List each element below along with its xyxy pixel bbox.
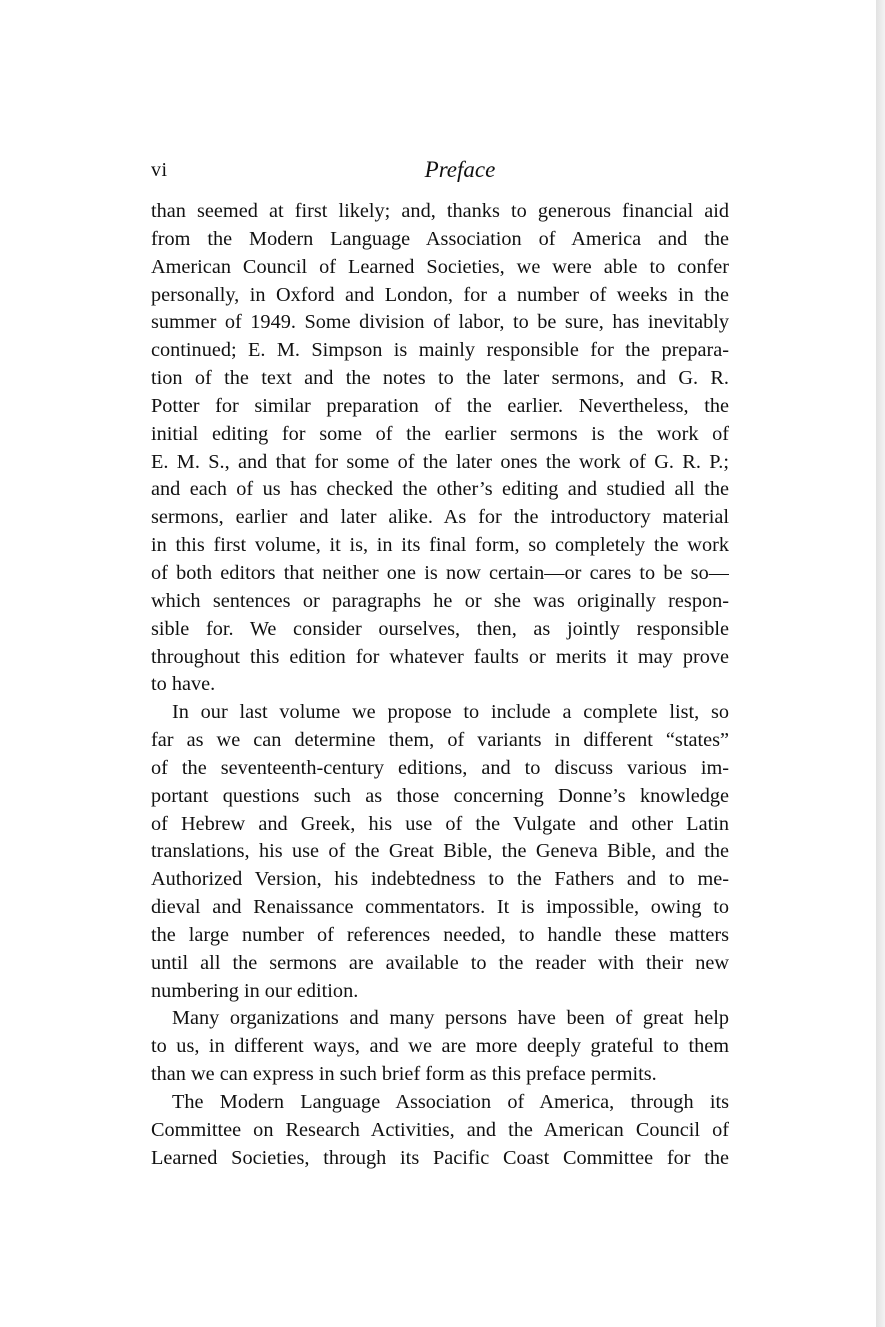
text-line: initial editing for some of the earlier sermons is the work of [151, 422, 729, 445]
running-title: Preface [424, 157, 496, 182]
text-line: personally, in Oxford and London, for a number of weeks in the [151, 283, 729, 306]
text-line: in this first volume, it is, in its final form, so completely the work [151, 534, 729, 557]
text-line: Committee on Research Activities, and the American Council of [151, 1118, 729, 1141]
text-line: translations, his use of the Great Bible, the Geneva Bible, and the [151, 840, 729, 863]
text-line: than seemed at first likely; and, thanks to generous financial aid [151, 200, 729, 222]
text-line: and each of us has checked the other’s editing and studied all the [151, 478, 729, 501]
text-line: dieval and Renaissance commentators. It is impossible, owing to [151, 896, 729, 919]
text-line: which sentences or paragraphs he or she was originally respon- [151, 589, 729, 612]
text-line: E. M. S., and that for some of the later ones the work of G. R. P.; [151, 450, 729, 473]
text-line: throughout this edition for whatever faults or merits it may prove [151, 645, 729, 668]
text-line: Learned Societies, through its Pacific Coast Committee for the [151, 1146, 729, 1169]
text-line: American Council of Learned Societies, we were able to confer [151, 255, 729, 278]
text-line: of both editors that neither one is now certain—or cares to be so— [151, 561, 729, 584]
text-line: the large number of references needed, to handle these matters [151, 923, 729, 946]
text-line: In our last volume we propose to include a complete list, so [172, 701, 729, 724]
text-line: Authorized Version, his indebtedness to the Fathers and to me- [151, 868, 729, 891]
text-line: continued; E. M. Simpson is mainly responsible for the prepara- [151, 339, 729, 362]
text-line: The Modern Language Association of America, through its [172, 1091, 729, 1113]
page-edge-shadow [876, 0, 885, 1327]
body-text [151, 198, 729, 1173]
text-line: portant questions such as those concerning Donne’s knowledge [151, 784, 729, 807]
text-line: Many organizations and many persons have been of great help [172, 1007, 729, 1030]
page-number: vi [151, 159, 168, 181]
text-line: of the seventeenth-century editions, and to discuss various im- [151, 756, 729, 779]
text-line: Potter for similar preparation of the earlier. Nevertheless, the [151, 394, 729, 417]
text-line: numbering in our edition. [151, 979, 359, 1002]
text-line: until all the sermons are available to the reader with their new [151, 951, 729, 974]
text-line: far as we can determine them, of variants in different “states” [151, 729, 729, 752]
text-line: sermons, earlier and later alike. As for the introductory material [151, 506, 729, 529]
text-line: than we can express in such brief form as this preface permits. [151, 1063, 657, 1086]
page-header [151, 155, 729, 189]
text-line: sible for. We consider ourselves, then, as jointly responsible [151, 617, 729, 640]
text-line: to us, in different ways, and we are more deeply grateful to them [151, 1035, 729, 1058]
text-line: tion of the text and the notes to the later sermons, and G. R. [151, 367, 729, 390]
text-line: summer of 1949. Some division of labor, to be sure, has inevitably [151, 311, 729, 334]
text-line: to have. [151, 673, 216, 696]
text-line: from the Modern Language Association of America and the [151, 227, 729, 250]
text-line: of Hebrew and Greek, his use of the Vulgate and other Latin [151, 812, 729, 835]
